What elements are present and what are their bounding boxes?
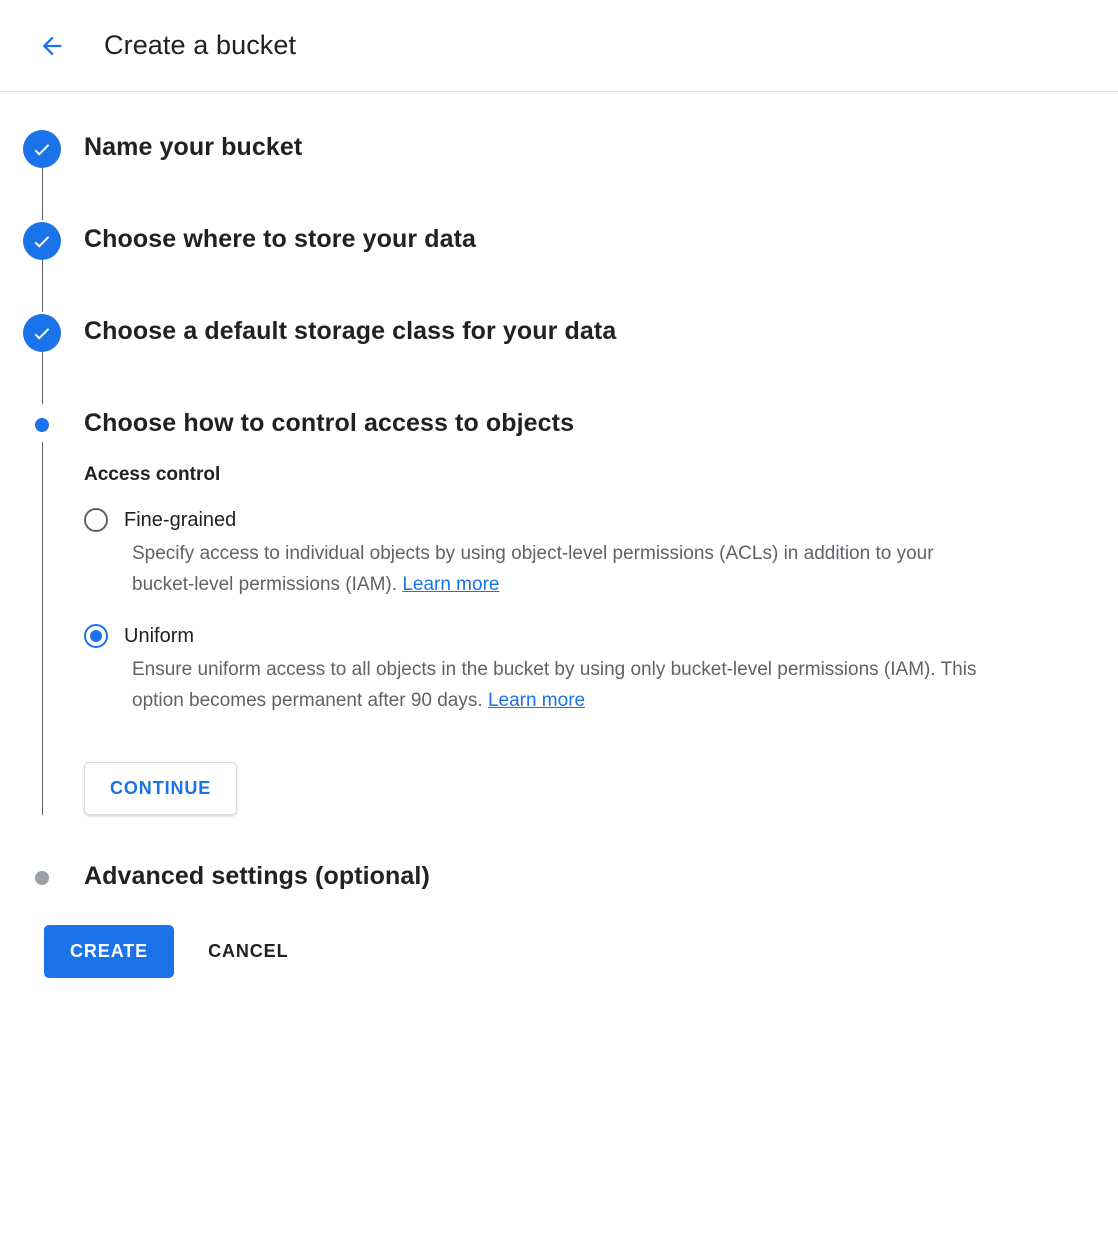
radio-option-fine-grained[interactable] — [84, 508, 1118, 600]
radio-fine-grained[interactable] — [84, 508, 108, 532]
check-circle-icon — [23, 130, 61, 168]
cancel-button[interactable]: CANCEL — [188, 925, 308, 978]
step-title: Choose where to store your data — [84, 225, 477, 253]
step-title: Name your bucket — [84, 133, 303, 161]
create-bucket-stepper — [0, 92, 1118, 895]
radio-description-uniform — [132, 654, 977, 716]
access-control-label: Access control — [84, 464, 221, 485]
description-text: Ensure uniform access to all objects in the bucket by using only bucket-level permissions (IAM). This option becomes permanent after 90 days. — [132, 659, 977, 711]
description-text: Specify access to individual objects by using object-level permissions (ACLs) in addition to your bucket-level permissions (IAM). — [132, 543, 934, 595]
radio-option-uniform[interactable] — [84, 624, 1118, 716]
step-connector-2 — [0, 260, 1118, 312]
step-marker-complete — [0, 220, 84, 260]
dialog-footer — [0, 895, 1118, 978]
create-button[interactable]: CREATE — [44, 925, 174, 978]
step-marker-active — [0, 404, 84, 432]
radio-label-uniform[interactable]: Uniform — [124, 624, 195, 647]
active-step-dot-icon — [35, 418, 49, 432]
radio-label-fine-grained[interactable]: Fine-grained — [124, 508, 237, 531]
page-title: Create a bucket — [104, 30, 297, 60]
access-control-panel — [0, 442, 1118, 815]
check-circle-icon — [23, 314, 61, 352]
radio-uniform[interactable] — [84, 624, 108, 648]
back-button[interactable] — [30, 24, 74, 68]
dialog-header — [0, 0, 1118, 92]
step-title: Advanced settings (optional) — [84, 862, 430, 890]
radio-selected-indicator — [90, 630, 102, 642]
step-advanced-settings[interactable] — [0, 857, 1118, 895]
step-choose-where-to-store-your-data[interactable] — [0, 220, 1118, 260]
step-title: Choose a default storage class for your data — [84, 317, 617, 345]
step-marker-complete — [0, 128, 84, 168]
continue-button[interactable]: CONTINUE — [84, 762, 237, 815]
inactive-step-dot-icon — [35, 871, 49, 885]
step-connector-4 — [0, 442, 84, 815]
check-circle-icon — [23, 222, 61, 260]
step-marker-complete — [0, 312, 84, 352]
step-marker-inactive — [0, 857, 84, 885]
step-title: Choose how to control access to objects — [84, 409, 575, 437]
step-choose-a-default-storage-class[interactable] — [0, 312, 1118, 352]
arrow-left-icon — [38, 32, 66, 60]
step-connector-1 — [0, 168, 1118, 220]
step-choose-how-to-control-access-to-objects[interactable] — [0, 404, 1118, 442]
step-name-your-bucket[interactable] — [0, 128, 1118, 168]
learn-more-link-uniform[interactable]: Learn more — [487, 690, 586, 711]
radio-description-fine-grained — [132, 538, 977, 600]
step-connector-3 — [0, 352, 1118, 404]
learn-more-link-fine-grained[interactable]: Learn more — [402, 574, 500, 595]
